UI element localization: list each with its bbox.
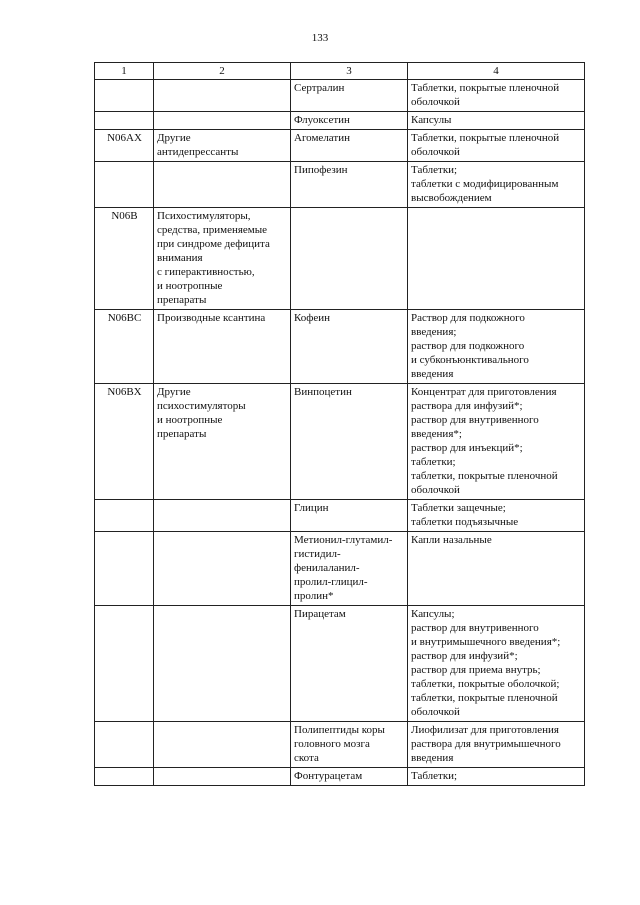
dosage-form-cell — [408, 500, 585, 532]
group-name-cell-text: Другие антидепрессанты — [157, 132, 239, 158]
group-name-cell — [154, 722, 291, 768]
group-name-cell — [154, 112, 291, 130]
table-row — [95, 606, 585, 722]
table-row — [95, 310, 585, 384]
dosage-form-cell-text: Таблетки, покрытые пленочной оболочкой — [411, 132, 560, 158]
table-row — [95, 384, 585, 500]
group-name-cell — [154, 500, 291, 532]
column-header: 4 — [408, 63, 585, 80]
dosage-form-cell-text: Капсулы — [411, 114, 452, 126]
table-row — [95, 80, 585, 112]
group-name-cell-text: Производные ксантина — [157, 312, 266, 324]
table-row — [95, 162, 585, 208]
group-name-cell — [154, 384, 291, 500]
drug-name-cell — [291, 130, 408, 162]
drug-name-cell-text: Глицин — [294, 502, 329, 514]
atc-code-cell — [95, 310, 154, 384]
page-number: 133 — [311, 32, 329, 44]
dosage-form-cell — [408, 532, 585, 606]
dosage-form-cell-text: Концентрат для приготовления раствора для инфузий*; раствор для внутривенного введения*; раствор для инъекций*; таблетки; таблетки, покрытые пленочной оболочкой — [411, 386, 558, 496]
group-name-cell — [154, 162, 291, 208]
table-row — [95, 112, 585, 130]
group-name-cell — [154, 606, 291, 722]
table-body — [95, 80, 585, 786]
dosage-form-cell — [408, 162, 585, 208]
dosage-form-cell-text: Таблетки, покрытые пленочной оболочкой — [411, 82, 560, 108]
drug-name-cell-text: Флуоксетин — [294, 114, 350, 126]
dosage-form-cell — [408, 130, 585, 162]
atc-code-cell-text: N06AX — [107, 132, 142, 144]
drug-name-cell-text: Пипофезин — [294, 164, 348, 176]
atc-code-cell — [95, 208, 154, 310]
drug-name-cell-text: Полипептиды коры головного мозга скота — [294, 724, 385, 764]
dosage-form-cell-text: Раствор для подкожного введения; раствор для подкожного и субконъюнктивального введения — [411, 312, 529, 380]
drug-name-cell — [291, 722, 408, 768]
dosage-form-cell — [408, 112, 585, 130]
atc-code-cell-text: N06B — [111, 210, 138, 222]
dosage-form-cell — [408, 722, 585, 768]
atc-code-cell-text: N06BX — [107, 386, 142, 398]
drug-name-cell — [291, 500, 408, 532]
atc-code-cell — [95, 606, 154, 722]
table-row — [95, 532, 585, 606]
table-header-row — [95, 63, 585, 80]
table-row — [95, 208, 585, 310]
column-header: 3 — [291, 63, 408, 80]
drug-name-cell — [291, 162, 408, 208]
drug-name-cell-text: Пирацетам — [294, 608, 346, 620]
column-header: 1 — [95, 63, 154, 80]
group-name-cell — [154, 80, 291, 112]
drug-name-cell-text: Фонтурацетам — [294, 770, 363, 782]
dosage-form-cell-text: Капсулы; раствор для внутривенного и внутримышечного введения*; раствор для инфузий*; раствор для приема внутрь; таблетки, покрытые оболочкой; таблетки, покрытые пленочной оболочкой — [411, 608, 561, 718]
column-header: 2 — [154, 63, 291, 80]
atc-code-cell — [95, 722, 154, 768]
drug-name-cell-text: Кофеин — [294, 312, 331, 324]
drug-name-cell — [291, 80, 408, 112]
drug-name-cell-text: Агомелатин — [294, 132, 350, 144]
group-name-cell — [154, 768, 291, 786]
dosage-form-cell-text: Таблетки; — [411, 770, 458, 782]
drug-name-cell-text: Винпоцетин — [294, 386, 352, 398]
drug-name-cell-text: Метионил-глутамил- гистидил- фенилаланил- пролил-глицил- пролин* — [294, 534, 393, 602]
group-name-cell — [154, 130, 291, 162]
atc-code-cell — [95, 112, 154, 130]
table-row — [95, 500, 585, 532]
dosage-form-cell-text: Таблетки защечные; таблетки подъязычные — [411, 502, 519, 528]
dosage-form-cell-text: Таблетки; таблетки с модифицированным высвобождением — [411, 164, 559, 204]
group-name-cell — [154, 532, 291, 606]
atc-code-cell — [95, 130, 154, 162]
atc-code-cell — [95, 80, 154, 112]
dosage-form-cell-text: Лиофилизат для приготовления раствора для внутримышечного введения — [411, 724, 561, 764]
drug-name-cell — [291, 768, 408, 786]
dosage-form-cell-text: Капли назальные — [411, 534, 492, 546]
dosage-form-cell — [408, 310, 585, 384]
group-name-cell — [154, 310, 291, 384]
dosage-form-cell — [408, 606, 585, 722]
table-row — [95, 768, 585, 786]
group-name-cell-text: Другие психостимуляторы и ноотропные препараты — [157, 386, 246, 440]
group-name-cell-text: Психостимуляторы, средства, применяемые при синдроме дефицита внимания с гиперактивностью, и ноотропные препараты — [157, 210, 270, 306]
atc-code-cell-text: N06BC — [107, 312, 142, 324]
dosage-form-cell — [408, 768, 585, 786]
drug-name-cell — [291, 532, 408, 606]
drug-name-cell-text: Сертралин — [294, 82, 345, 94]
atc-code-cell — [95, 768, 154, 786]
drug-name-cell — [291, 384, 408, 500]
atc-code-cell — [95, 384, 154, 500]
drug-name-cell — [291, 208, 408, 310]
table-row — [95, 722, 585, 768]
table-row — [95, 130, 585, 162]
atc-code-cell — [95, 532, 154, 606]
drug-name-cell — [291, 310, 408, 384]
dosage-form-cell — [408, 384, 585, 500]
drug-name-cell — [291, 606, 408, 722]
drug-name-cell — [291, 112, 408, 130]
atc-code-cell — [95, 500, 154, 532]
atc-code-cell — [95, 162, 154, 208]
group-name-cell — [154, 208, 291, 310]
dosage-form-cell — [408, 80, 585, 112]
dosage-form-cell — [408, 208, 585, 310]
drug-table — [94, 62, 585, 786]
